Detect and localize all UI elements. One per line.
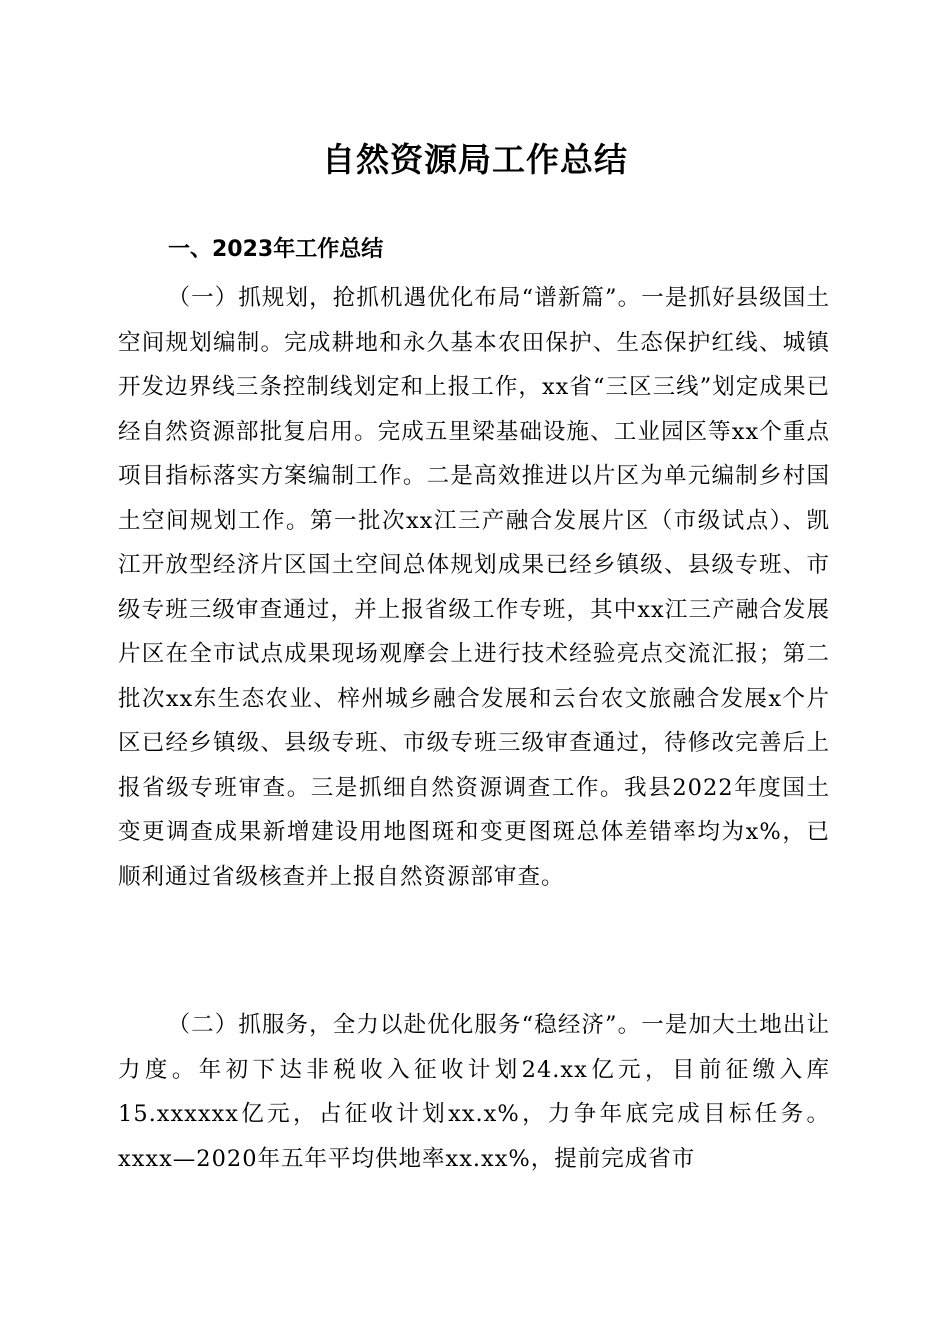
section-heading: 一、2023年工作总结 [168, 237, 384, 262]
paragraph-text: （二）抓服务，全力以赴优化服务“稳经济”。一是加大土地出让力度。年初下达非税收入征收计划24.xx亿元，目前征缴入库15.xxxxxx亿元，占征收计划xx.x%，力争年底完成目标任务。xxxx—2020年五年平均供地率xx.xx%，提前完成省市 [118, 1012, 830, 1172]
paragraph-text: （一）抓规划，抢抓机遇优化布局“谱新篇”。一是抓好县级国土空间规划编制。完成耕地和永久基本农田保护、生态保护红线、城镇开发边界线三条控制线划定和上报工作，xx省“三区三线”划定成果已经自然资源部批复启用。完成五里梁基础设施、工业园区等xx个重点项目指标落实方案编制工作。二是高效推进以片区为单元编制乡村国土空间规划工作。第一批次xx江三产融合发展片区（市级试点）、凯江开放型经济片区国土空间总体规划成果已经乡镇级、县级专班、市级专班三级审查通过，并上报省级工作专班，其中xx江三产融合发展片区在全市试点成果现场观摩会上进行技术经验亮点交流汇报；第二批次xx东生态农业、梓州城乡融合发展和云台农文旅融合发展x个片区已经乡镇级、县级专班、市级专班三级审查通过，待修改完善后上报省级专班审查。三是抓细自然资源调查工作。我县2022年度国土变更调查成果新增建设用地图斑和变更图斑总体差错率均为x%，已顺利通过省级核查并上报自然资源部审查。 [118, 285, 830, 890]
paragraph-planning [118, 276, 830, 899]
document-title: 自然资源局工作总结 [322, 140, 628, 179]
paragraph-service [118, 1003, 830, 1181]
